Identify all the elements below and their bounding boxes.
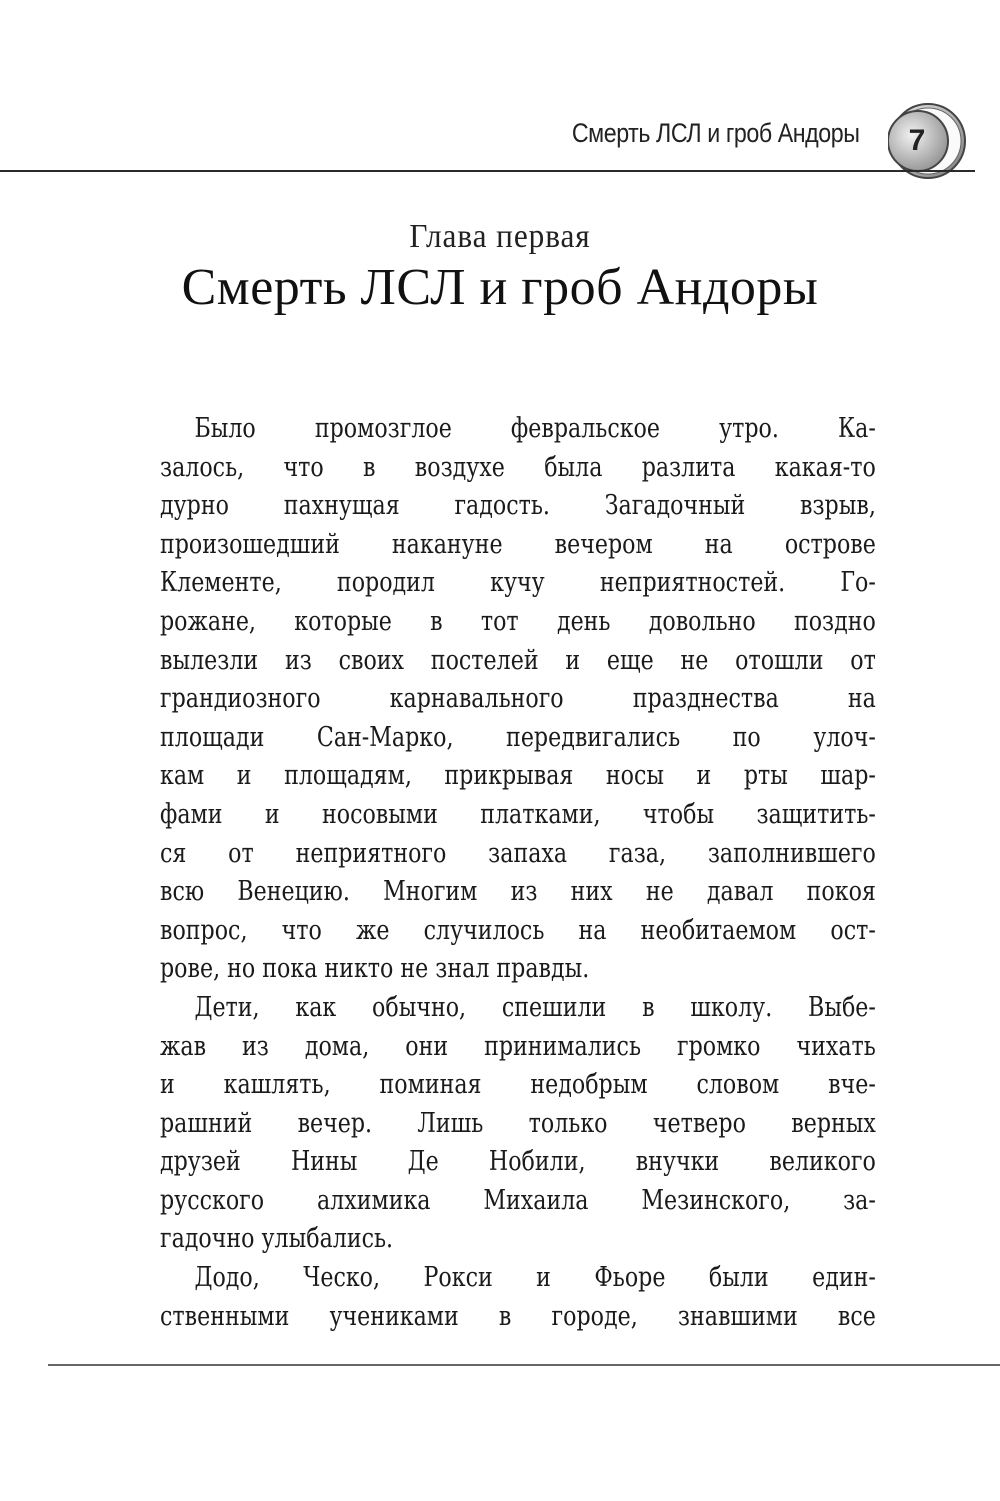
text-line: рашний вечер. Лишь только четверо верных bbox=[160, 1107, 876, 1139]
text-line: ся от неприятного запаха газа, заполнившего bbox=[160, 837, 876, 869]
text-line: русского алхимика Михаила Мезинского, за- bbox=[160, 1184, 876, 1216]
text-line: Было промозглое февральское утро. Ка- bbox=[194, 413, 876, 444]
text-line: всю Венецию. Многим из них не давал покоя bbox=[160, 876, 876, 908]
running-title: Смерть ЛСЛ и гроб Андоры bbox=[572, 118, 860, 148]
text-line: рожане, которые в тот день довольно поздно bbox=[160, 605, 876, 637]
text-line: жав из дома, они принимались громко чихать bbox=[160, 1030, 876, 1062]
page-number: 7 bbox=[908, 124, 926, 157]
paragraph bbox=[160, 410, 876, 989]
chapter-label: Глава первая bbox=[409, 218, 591, 255]
running-header bbox=[0, 0, 1000, 200]
text-line: произошедший накануне вечером на острове bbox=[160, 528, 876, 560]
text-line: ственными учениками в городе, знавшими все bbox=[160, 1300, 876, 1332]
text-line: фами и носовыми платками, чтобы защитить- bbox=[160, 798, 876, 830]
text-line: вопрос, что же случилось на необитаемом ост- bbox=[160, 914, 876, 946]
text-line: кам и площадям, прикрывая носы и рты шар- bbox=[160, 760, 876, 792]
text-line: вылезли из своих постелей и еще не отошли от bbox=[160, 644, 876, 676]
text-line: Дети, как обычно, спешили в школу. Выбе- bbox=[194, 991, 876, 1023]
text-line: площади Сан-Марко, передвигались по улоч- bbox=[160, 721, 876, 753]
text-line: рове, но пока никто не знал правды. bbox=[160, 953, 590, 985]
text-line: друзей Нины Де Нобили, внучки великого bbox=[160, 1146, 876, 1178]
text-line: залось, что в воздухе была разлита какая-то bbox=[160, 451, 876, 483]
text-line: дурно пахнущая гадость. Загадочный взрыв, bbox=[160, 490, 876, 522]
text-line: грандиозного карнавального празднества на bbox=[160, 683, 876, 715]
chapter-title: Смерть ЛСЛ и гроб Андоры bbox=[181, 259, 819, 316]
footer-rule bbox=[48, 1364, 1000, 1366]
crescent-moon-page-badge-icon bbox=[888, 101, 968, 181]
paragraph bbox=[160, 989, 876, 1259]
header-rule bbox=[0, 170, 975, 172]
text-line: гадочно улыбались. bbox=[160, 1223, 394, 1255]
paragraph bbox=[160, 1259, 876, 1336]
text-line: и кашлять, поминая недобрым словом вче- bbox=[160, 1069, 876, 1101]
body-text bbox=[160, 410, 876, 1336]
text-line: Додо, Ческо, Рокси и Фьоре были един- bbox=[194, 1262, 876, 1294]
text-line: Клементе, породил кучу неприятностей. Го- bbox=[160, 567, 876, 599]
